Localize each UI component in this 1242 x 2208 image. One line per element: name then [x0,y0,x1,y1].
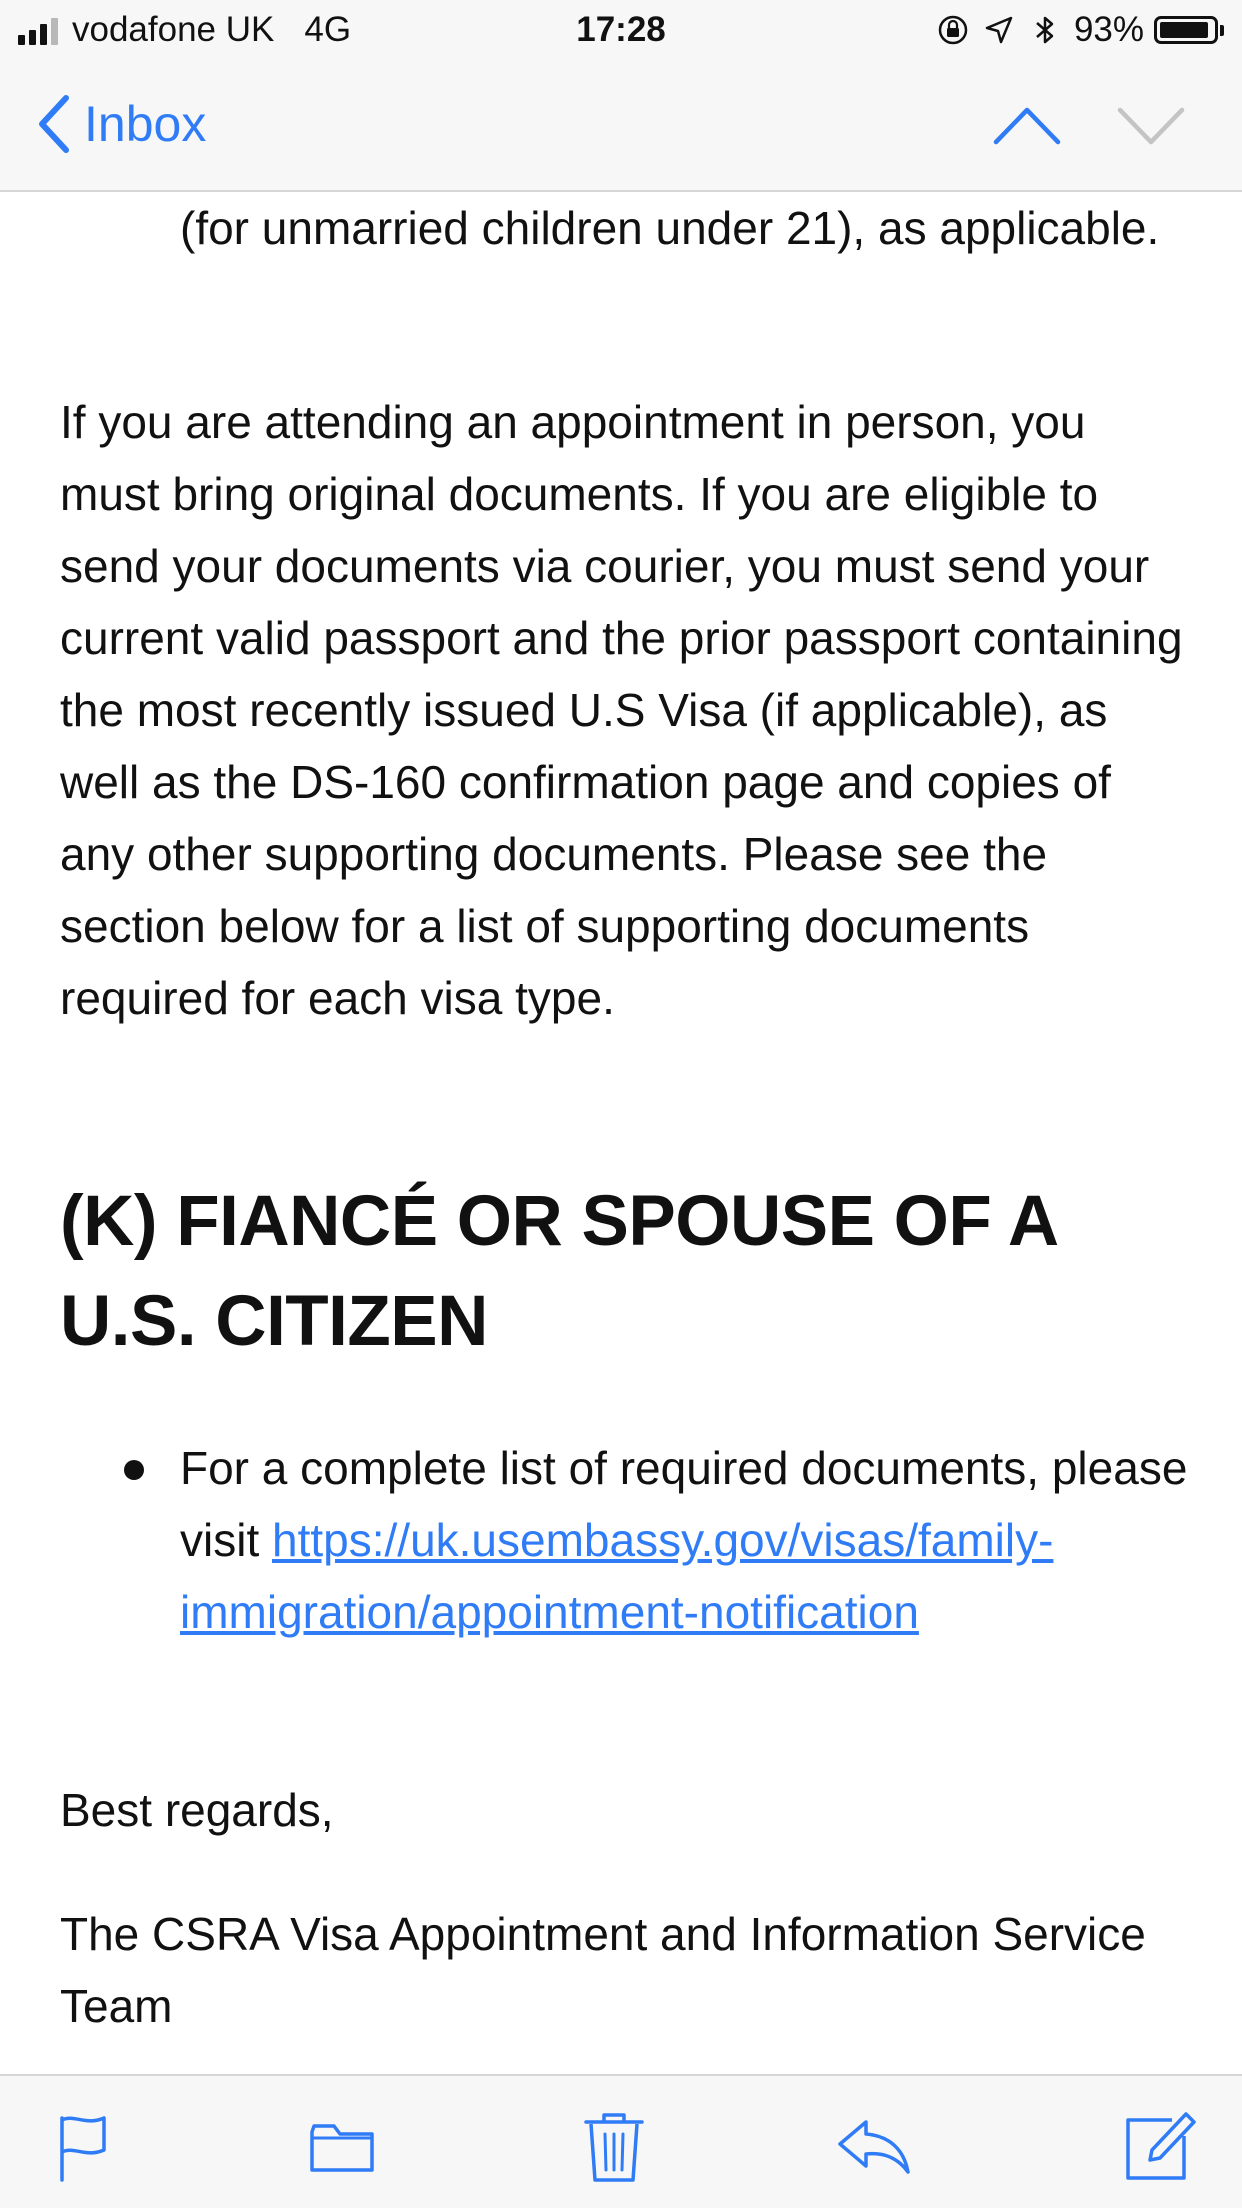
compose-button[interactable] [1120,2106,1200,2186]
carrier-label: vodafone UK [72,10,275,49]
reply-icon [834,2106,914,2186]
nav-bar [0,62,1242,192]
chevron-down-icon[interactable] [1116,100,1186,150]
bullet-list [60,1432,1190,1648]
orientation-lock-icon [936,13,970,47]
trash-icon [574,2106,654,2186]
status-right [936,10,1224,50]
chevron-up-icon[interactable] [992,100,1062,150]
signature: The CSRA Visa Appointment and Information Service Team [60,1908,1146,2032]
bluetooth-icon [1028,13,1062,47]
location-icon [982,13,1016,47]
compose-icon [1120,2106,1200,2186]
toolbar [0,2074,1242,2208]
list-item [60,1432,1190,1648]
folder-icon [302,2106,382,2186]
status-bar [0,0,1242,62]
appointment-link[interactable]: https://uk.usembassy.gov/visas/family-immigration/appointment-notification [180,1514,1054,1638]
battery-percent: 93% [1073,10,1144,49]
battery-icon [1154,16,1224,44]
status-time: 17:28 [576,10,666,49]
email-body[interactable] [0,192,1242,2074]
reply-button[interactable] [834,2106,914,2186]
battery-fill [1160,22,1208,38]
back-label: Inbox [84,96,207,152]
back-button[interactable] [34,92,206,156]
list-item-fragment: (for unmarried children under 21), as applicable. [180,202,1160,254]
body-paragraph: If you are attending an appointment in person, you must bring original documents. If you are eligible to send your documents via courier, you must send your current valid passport and the prior passport containing the most recently issued U.S Visa (if applicable), as well as the DS-160 confirmation page and copies of any other supporting documents. Please see the section below for a list of supporting documents required for each visa type. [60,396,1183,1024]
network-label: 4G [304,10,352,49]
flag-button[interactable] [44,2106,124,2186]
flag-icon [44,2106,124,2186]
bullet-icon [124,1460,144,1480]
move-to-folder-button[interactable] [302,2106,382,2186]
sign-off: Best regards, [60,1784,334,1836]
trash-button[interactable] [574,2106,654,2186]
chevron-left-icon [34,92,74,156]
bullet-text: For a complete list of required documents, please visit [180,1442,1188,1566]
section-heading: (K) FIANCÉ OR SPOUSE OF A U.S. CITIZEN [60,1182,1056,1361]
